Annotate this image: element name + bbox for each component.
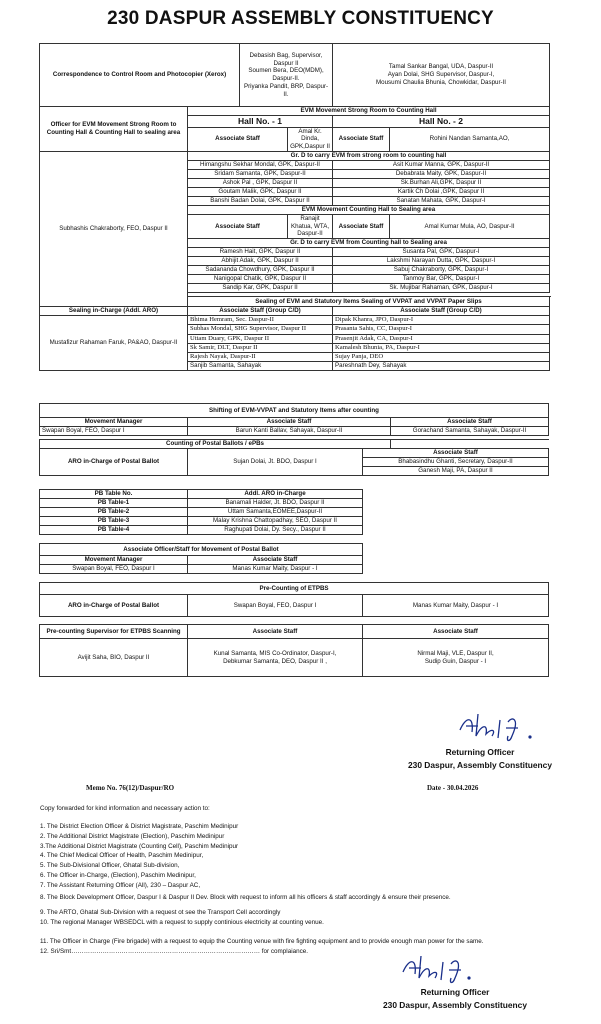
pb-table-aro: Raghupati Dolai, Dy. Secy., Daspur II	[188, 526, 363, 535]
assoc-officer-assoc: Manas Kumar Maity, Daspur - I	[188, 565, 363, 574]
returning-officer-block	[395, 746, 565, 772]
sealing-assoc-label-b: Associate Staff (Group C/D)	[333, 307, 550, 316]
grd-cell: Kartik Ch Dolai ,GPK, Daspur II	[333, 187, 550, 196]
distribution-list-3	[40, 908, 570, 928]
returning-officer-block-2	[370, 986, 540, 1012]
sealing-area-header: EVM Movement Counting Hall to Sealing area	[188, 205, 550, 214]
precount-header: Pre-Counting of ETPBS	[40, 583, 549, 595]
distribution-item: 2. The Additional District Magistrate (Election), Paschim Medinipur	[40, 832, 225, 840]
distribution-list	[40, 822, 570, 890]
distribution-item: 4. The Chief Medical Officer of Health, Paschim Medinipur,	[40, 852, 204, 860]
duty-table-2	[39, 403, 549, 677]
pb-table-aro: Malay Krishna Chattopadhay, SEO, Daspur II	[188, 517, 363, 526]
sealing-assoc-label-a: Associate Staff (Group C/D)	[188, 307, 333, 316]
memo-number: Memo No. 76(12)/Daspur/RO	[86, 784, 175, 792]
grd-header: Gr. D to carry EVM from strong room to counting hall	[188, 151, 550, 160]
control-room-staff-1: Debasish Bag, Supervisor, Daspur II Soumen Bera, DEO(MDM), Daspur-II. Priyanka Pandit, BRP, Daspur-II.	[240, 44, 333, 107]
distribution-item: 5. The Sub-Divisional Officer, Ghatal Sub-division,	[40, 862, 180, 869]
sealing-staff: Uttam Duary, GPK, Daspur II	[188, 334, 333, 343]
control-room-staff-2: Tamal Sankar Bangal, UDA, Daspur-II Ayan Dolai, SHG Supervisor, Daspur-I, Mousumi Chaulia Bhunia, Chowkidar, Daspur-II	[333, 44, 550, 107]
shifting-assoc-label-2: Associate Staff	[391, 418, 549, 427]
returning-officer-signature	[452, 708, 547, 748]
grd-cell: Goutam Malik, GPK, Daspur II	[188, 187, 333, 196]
pb-addl-label: Addl. ARO in-Charge	[188, 490, 363, 499]
hall-1-assoc-label: Associate Staff	[188, 127, 288, 151]
grd2-cell: Lakshmi Narayan Dutta, GPK, Daspur-I	[333, 257, 550, 266]
precount-sup-label: Pre-counting Supervisor for ETPBS Scanning	[40, 625, 188, 639]
assoc-officer-mm-label: Movement Manager	[40, 556, 188, 565]
hall-1-label: Hall No. - 1	[188, 116, 333, 128]
evm-movement-header: EVM Movement Strong Room to Counting Hall	[188, 107, 550, 116]
returning-officer-signature-2	[395, 952, 490, 988]
grd-cell: Sanatan Mahata, GPK, Daspur-I	[333, 196, 550, 205]
sealing-staff: Prasenjit Adak, CA, Daspur-I	[333, 334, 550, 343]
grd-cell: Sridam Samanta, GPK, Daspur-II	[188, 169, 333, 178]
distribution-item: 8. The Block Development Officer, Daspur I & Daspur II Dev. Block with request to inform all his officers & staff accordingly & ensure their presence.	[40, 894, 451, 901]
pb-table-no: PB Table-1	[40, 499, 188, 508]
grd-cell: Himangshu Sekhar Mondal, GPK, Daspur-II	[188, 160, 333, 169]
grd2-cell: Sabuj Chakraborty, GPK, Daspur-I	[333, 266, 550, 275]
precount-assoc-label: Associate Staff	[188, 625, 363, 639]
grd2-cell: Sk. Mujibar Rahaman, GPK, Daspur-I	[333, 284, 550, 293]
sealing-staff: Bhima Hemram, Sec. Daspur-II	[188, 316, 333, 325]
sealing-staff: Dipak Khanra, JPO, Daspur-I	[333, 316, 550, 325]
distribution-item: 11. The Officer in Charge (Fire brigade) with a request to equip the Counting venue with fire fighting equipment and to provide enough man power for the same.	[40, 938, 484, 945]
sealing-header: Sealing of EVM and Statutory Items Sealing of VVPAT and VVPAT Paper Slips	[188, 297, 550, 307]
ro-constituency: 230 Daspur, Assembly Constituency	[408, 760, 552, 771]
sealing-staff: Pareshnath Dey, Sahayak	[333, 362, 550, 371]
distribution-item: 1. The District Election Officer & District Magistrate, Paschim Medinipur	[40, 823, 239, 830]
pb-table-no: PB Table-2	[40, 508, 188, 517]
distribution-list-2	[40, 893, 570, 903]
pb-table-no: PB Table-3	[40, 517, 188, 526]
ro-title-2: Returning Officer	[420, 987, 490, 997]
distribution-item: 9. The ARTO, Ghatal Sub-Division with a request ot see the Transport Cell accordingly	[40, 909, 281, 916]
grd-cell: Asit Kumar Manna, GPK, Daspur-II	[333, 160, 550, 169]
distribution-item: 12. Sri/Smt……………………………………………………………………………… for complaiance.	[40, 947, 308, 955]
copy-line: Copy forwarded for kind information and necessary action to:	[40, 805, 210, 812]
hall-2-label: Hall No. - 2	[333, 116, 550, 128]
postal-assoc: Ganesh Maji, PA, Daspur II	[363, 467, 549, 476]
sealing-incharge-label: Sealing in-Charge (Addl. ARO)	[40, 307, 188, 316]
grd2-cell: Sandip Kar, GPK, Daspur II	[188, 284, 333, 293]
hall-1-assoc: Amal Kr. Dinda, GPK,Daspur II	[288, 127, 333, 151]
distribution-item: 10. The regional Manager WBSEDCL with a request to supply continious electricity at counting venue.	[40, 918, 324, 926]
shifting-manager: Swapan Boyal, FEO, Daspur I	[40, 427, 188, 436]
sealing-incharge-name: Mustafizur Rahaman Faruk, PA&AO, Daspur-II	[40, 316, 188, 371]
control-room-label: Correspondence to Control Room and Photocopier (Xerox)	[40, 44, 240, 107]
postal-aro-name: Sujan Dolai, Jt. BDO, Daspur I	[188, 449, 363, 476]
sealing-assoc-label: Associate Staff	[188, 214, 288, 238]
grd2-cell: Abhijit Adak, GPK, Daspur II	[188, 257, 333, 266]
sealing-staff: Rajesh Nayak, Daspur-II	[188, 353, 333, 362]
shifting-assoc-1: Barun Kanti Ballav, Sahayak, Daspur-II	[188, 427, 391, 436]
grd2-cell: Nanigopal Chatik, GPK, Daspur II	[188, 275, 333, 284]
grd-cell: Debabrata Maity, GPK, Daspur-II	[333, 169, 550, 178]
precount-assoc-2: Kunal Samanta, MIS Co-Ordinator, Daspur-I, Debkumar Samanta, DEO, Daspur II ,	[188, 639, 363, 677]
sealing-staff: Prasanta Sahis, CC, Daspur-I	[333, 325, 550, 334]
grd2-cell: Susanta Pal, GPK, Daspur-I	[333, 248, 550, 257]
precount-assoc: Manas Kumar Maity, Daspur - I	[363, 595, 549, 617]
shifting-assoc-2: Gorachand Samanta, Sahayak, Daspur-II	[391, 427, 549, 436]
shifting-mm-label: Movement Manager	[40, 418, 188, 427]
assoc-officer-manager: Swapan Boyal, FEO, Daspur I	[40, 565, 188, 574]
precount-assoc-label-2: Associate Staff	[363, 625, 549, 639]
grd2-header: Gr. D to carry EVM from Counting hall to Sealing area	[188, 239, 550, 248]
grd-cell: Sk.Burhan Ali,GPK, Daspur II	[333, 178, 550, 187]
document-title: 230 DASPUR ASSEMBLY CONSTITUENCY	[107, 8, 494, 29]
grd2-cell: Tanmoy Bar, GPK, Daspur-I	[333, 275, 550, 284]
assoc-officer-assoc-label: Associate Staff	[188, 556, 363, 565]
distribution-item: 6. The Officer in-Charge, (Election), Paschim Medinipur,	[40, 871, 196, 879]
postal-assoc-label: Associate Staff	[363, 449, 549, 458]
sealing-staff: Sk Samir, DLT, Daspur II	[188, 343, 333, 352]
pb-table-aro: Banamali Halder, Jt. BDO, Daspur II	[188, 499, 363, 508]
grd-cell: Ashok Pal , GPK, Daspur II	[188, 178, 333, 187]
shifting-header: Shifting of EVM-VVPAT and Statutory Items after counting	[40, 404, 549, 418]
grd2-cell: Ramesh Hait, GPK, Daspur II	[188, 248, 333, 257]
precount-aro-label: ARO in-Charge of Postal Ballot	[40, 595, 188, 617]
pb-table-aro: Uttam Samanta,EOMEE,Daspur-II	[188, 508, 363, 517]
sealing-staff: Subhas Mondal, SHG Supervisor, Daspur II	[188, 325, 333, 334]
sealing-staff: Sanjib Samanta, Sahayak	[188, 362, 333, 371]
sealing-assoc-1: Ranajit Khatua, WTA, Daspur-II	[288, 214, 333, 238]
memo-date: Date - 30.04.2026	[427, 784, 479, 792]
ro-constituency-2: 230 Daspur, Assembly Constituency	[383, 1000, 527, 1011]
distribution-list-4	[40, 937, 570, 957]
postal-aro-label: ARO in-Charge of Postal Ballot	[40, 449, 188, 476]
shifting-assoc-label: Associate Staff	[188, 418, 391, 427]
postal-assoc: Bhabasindhu Ghanti, Secretary, Daspur-II	[363, 458, 549, 467]
sealing-assoc-label-2: Associate Staff	[333, 214, 390, 238]
duty-table-main	[39, 43, 550, 371]
grd2-cell: Sadananda Chowdhury, GPK, Daspur II	[188, 266, 333, 275]
precount-sup-name: Avijit Saha, BIO, Daspur II	[40, 639, 188, 677]
sealing-assoc-2: Amal Kumar Mula, AO, Daspur-II	[390, 214, 550, 238]
pb-table-no: PB Table-4	[40, 526, 188, 535]
ro-title: Returning Officer	[445, 747, 515, 757]
hall-2-assoc-label: Associate Staff	[333, 127, 390, 151]
postal-header: Counting of Postal Ballots / ePBs	[40, 440, 391, 449]
hall-2-assoc: Rohini Nandan Samanta,AO,	[390, 127, 550, 151]
sealing-staff: Kamalesh Bhunia, PA, Daspur-I	[333, 343, 550, 352]
precount-aro-name: Swapan Boyal, FEO, Daspur I	[188, 595, 363, 617]
distribution-item: 3.The Additional District Magistrate (Counting Cell), Paschim Medinipur	[40, 842, 239, 850]
sealing-staff: Sujay Panja, DEO	[333, 353, 550, 362]
pb-table-label: PB Table No.	[40, 490, 188, 499]
evm-officer-name: Subhashis Chakraborty, FEO, Daspur II	[40, 151, 188, 306]
evm-officer-label: Officer for EVM Movement Strong Room to Counting Hall & Counting Hall to sealing area	[40, 107, 188, 152]
assoc-officer-header: Associate Officer/Staff for Movement of Postal Ballot	[40, 544, 363, 556]
distribution-item: 7. The Assistant Returning Officer (All), 230 – Daspur AC,	[40, 881, 201, 889]
precount-assoc-3: Nirmal Maji, VLE, Daspur II, Sudip Guin, Daspur - I	[363, 639, 549, 677]
grd-cell: Banshi Badan Dolai, GPK, Daspur II	[188, 196, 333, 205]
